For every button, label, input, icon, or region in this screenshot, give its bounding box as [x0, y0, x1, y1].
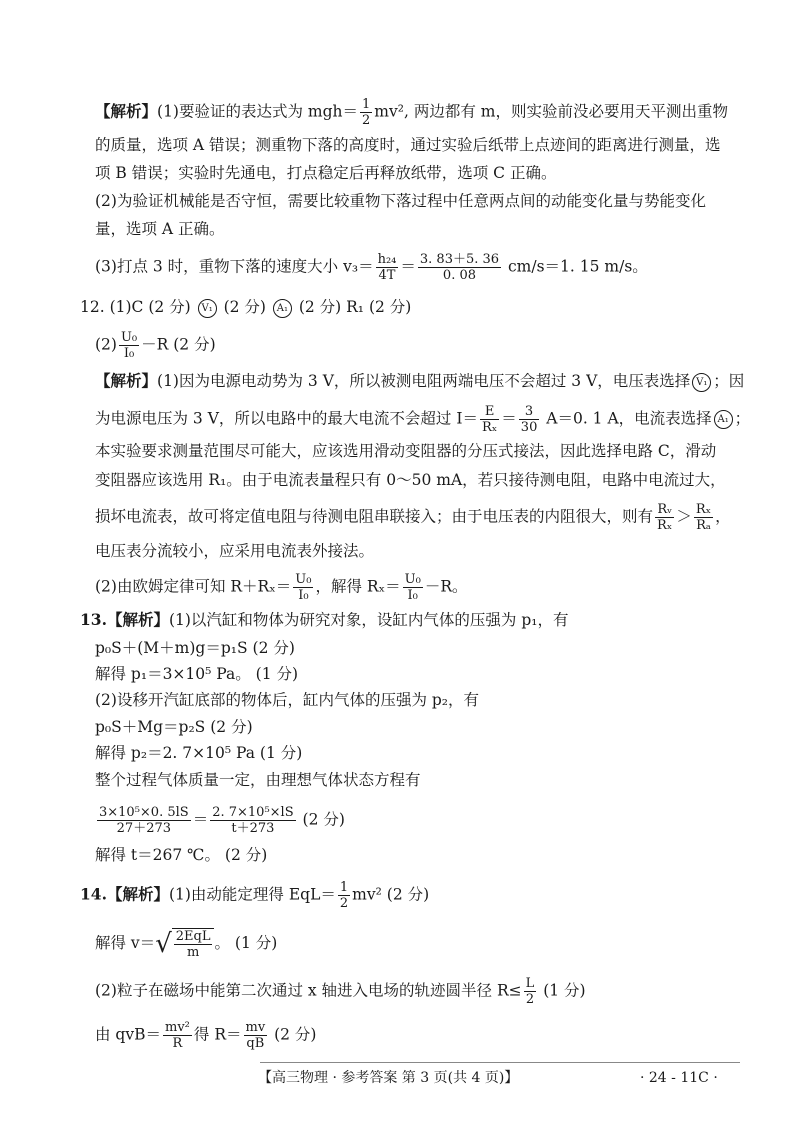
q14-line-3: (2)粒子在磁场中能第二次通过 x 轴进入电场的轨迹圆半径 R≤ $\frac{L}{2}$ (1 分): [95, 976, 586, 1007]
q11-line-6: (3)打点 3 时，重物下落的速度大小 v₃＝ $\frac{\text{h₂₄}}{4T}$ ＝ $\frac{3. 83+5. 36}{0. 08}$ cm/s＝1. 15 m/s。: [95, 252, 648, 283]
ammeter-a1-symbol: A₁: [714, 410, 733, 429]
fraction: $\frac{\text{U₀}}{\text{I₀}}$: [120, 330, 138, 361]
fraction: $\frac{3. 83+5. 36}{0. 08}$: [419, 252, 500, 283]
q11-line-2: 的质量，选项 A 错误；测重物下落的高度时，通过实验后纸带上点迹间的距离进行测量，选: [95, 136, 721, 154]
q13-line-4: (2)设移开汽缸底部的物体后，缸内气体的压强为 p₂，有: [95, 691, 480, 709]
q12-analysis-7: (2)由欧姆定律可知 R＋Rₓ＝ $\frac{\text{U₀}}{\text{I₀}}$ ，解得 Rₓ＝ $\frac{\text{U₀}}{\text{I₀}}$ －R。: [95, 572, 468, 603]
fraction: $\frac{L}{2}$: [525, 976, 535, 1007]
voltmeter-v1-symbol: V₁: [692, 373, 711, 392]
footer-page-info: 【高三物理 · 参考答案 第 3 页(共 4 页)】: [258, 1070, 519, 1086]
q11-line-4: (2)为验证机械能是否守恒，需要比较重物下落过程中任意两点间的动能变化量与势能变化: [95, 192, 706, 210]
fraction: $\frac{\text{2EqL}}{m}$: [175, 929, 211, 960]
fraction: $\frac{\text{Rᵥ}}{\text{Rₓ}}$: [657, 502, 673, 533]
q12-analysis-1: 【解析】(1)因为电源电动势为 3 V，所以被测电阻两端电压不会超过 3 V，电压表选择 V₁ ；因: [95, 371, 745, 390]
fraction: $\frac{\text{mv²}}{R}$: [165, 1020, 190, 1051]
q12-analysis-3: 本实验要求测量范围尽可能大，应该选用滑动变阻器的分压式接法，因此选择电路 C，滑动: [95, 442, 717, 460]
fraction: $\frac{E}{\text{Rₓ}}$: [481, 404, 498, 435]
q12-analysis-4: 变阻器应该选用 R₁。由于电流表量程只有 0～50 mA，若只接待测电阻，电路中电流过大，: [95, 471, 726, 489]
q13-line-3: 解得 p₁＝3×10⁵ Pa。 (1 分): [95, 665, 299, 683]
q13-line-9: 解得 t＝267 ℃。 (2 分): [95, 846, 268, 864]
fraction: $\frac{\text{Rₓ}}{\text{Rₐ}}$: [695, 502, 712, 533]
analysis-label: 【解析】: [95, 371, 158, 390]
q13-line-6: 解得 p₂＝2. 7×10⁵ Pa (1 分): [95, 744, 303, 762]
analysis-label: 【解析】: [95, 101, 158, 121]
footer-code: · 24 - 11C ·: [640, 1070, 718, 1086]
q13-line-8: $\frac{\text{3×10⁵×0. 5lS}}{27+273}$ ＝ $\frac{\text{2. 7×10⁵×lS}}{t+273}$ (2 分): [99, 805, 345, 836]
square-root: √ $\frac{\text{2EqL}}{m}$: [155, 928, 214, 960]
q13-line-7: 整个过程气体质量一定，由理想气体状态方程有: [95, 771, 421, 789]
q12-analysis-5: 损坏电流表，故可将定值电阻与待测电阻串联接入；由于电压表的内阻很大，则有 $\frac{\text{Rᵥ}}{\text{Rₓ}}$ ＞ $\frac{\text{Rₓ}}{\text{Rₐ}}$ ，: [95, 502, 731, 533]
q14-line-1: 14.【解析】(1)由动能定理得 EqL＝ $\frac{1}{2}$ mv² (2 分): [80, 880, 430, 911]
q13-line-5: p₀S＋Mg＝p₂S (2 分): [95, 718, 253, 736]
q14-line-2: 解得 v＝√ $\frac{\text{2EqL}}{m}$ 。 (1 分): [95, 929, 278, 960]
q12-analysis-2: 为电源电压为 3 V，所以电路中的最大电流不会超过 I＝ $\frac{E}{\text{Rₓ}}$ ＝ $\frac{3}{30}$ A＝0. 1 A，电流表选择 A₁ ；: [95, 404, 751, 435]
q12-answer-1: 12. (1)C (2 分) V₁ (2 分) A₁ (2 分) R₁ (2 分): [80, 298, 412, 316]
fraction: $\frac{\text{U₀}}{\text{I₀}}$: [404, 572, 421, 603]
analysis-label: 14.【解析】: [80, 884, 169, 904]
q13-line-2: p₀S＋(M＋m)g＝p₁S (2 分): [95, 639, 295, 657]
analysis-label: 13.【解析】: [80, 610, 169, 629]
fraction: $\frac{\text{3×10⁵×0. 5lS}}{27+273}$: [99, 805, 189, 836]
q12-answer-2: (2) $\frac{\text{U₀}}{\text{I₀}}$ －R (2 分): [95, 330, 216, 361]
ammeter-a1-symbol: A₁: [273, 299, 292, 318]
q13-line-1: 13.【解析】(1)以汽缸和物体为研究对象，设缸内气体的压强为 p₁，有: [80, 610, 569, 629]
footer-divider: [260, 1062, 740, 1063]
fraction: $\frac{\text{U₀}}{\text{I₀}}$: [295, 572, 312, 603]
fraction: $\frac{1}{2}$: [362, 97, 371, 128]
q12-analysis-6: 电压表分流较小，应采用电流表外接法。: [95, 542, 375, 560]
fraction: $\frac{1}{2}$: [339, 880, 349, 911]
fraction: $\frac{\text{2. 7×10⁵×lS}}{t+273}$: [212, 805, 294, 836]
voltmeter-v1-symbol: V₁: [198, 299, 217, 318]
fraction: $\frac{mv}{qB}$: [245, 1020, 266, 1051]
q11-line-1: 【解析】(1)要验证的表达式为 mgh＝ $\frac{1}{2}$ mv², 两边都有 m，则实验前没必要用天平测出重物: [95, 97, 728, 128]
fraction: $\frac{\text{h₂₄}}{4T}$: [377, 252, 397, 283]
q11-line-5: 量，选项 A 正确。: [95, 220, 225, 238]
fraction: $\frac{3}{30}$: [520, 404, 538, 435]
q11-line-3: 项 B 错误；实验时先通电，打点稳定后再释放纸带，选项 C 正确。: [95, 164, 557, 182]
q14-line-4: 由 qvB＝ $\frac{\text{mv²}}{R}$ 得 R＝ $\frac{mv}{qB}$ (2 分): [95, 1020, 317, 1051]
